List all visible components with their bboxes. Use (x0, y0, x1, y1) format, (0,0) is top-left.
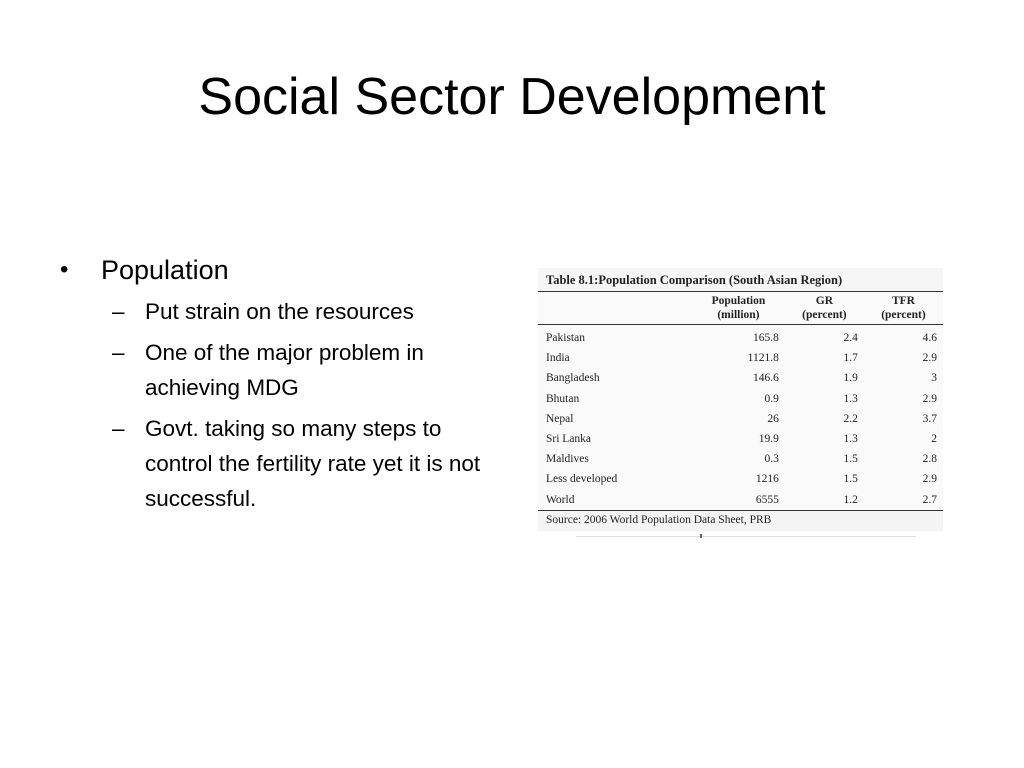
dash-mark: – (112, 299, 125, 324)
cell-gr: 1.5 (843, 453, 858, 466)
bullet-dot: • (60, 256, 69, 283)
cell-country: Pakistan (546, 332, 585, 345)
cell-country: Maldives (546, 453, 589, 466)
header-tfr-line2: (percent) (881, 309, 926, 321)
cell-population: 6555 (755, 493, 779, 506)
cell-population: 0.9 (764, 392, 779, 405)
dash-mark: – (112, 416, 125, 441)
table-row (538, 409, 943, 429)
table-underline-tick (700, 534, 702, 538)
cell-gr: 2.2 (843, 412, 858, 425)
table-row (538, 389, 943, 409)
dash-mark: – (112, 340, 125, 365)
population-table (538, 292, 943, 510)
bullet-population (60, 250, 500, 290)
cell-population: 0.3 (764, 453, 779, 466)
table-row (538, 429, 943, 449)
cell-gr: 1.5 (843, 473, 858, 486)
cell-tfr: 4.6 (922, 332, 937, 345)
sub-bullet-text: One of the major problem in achieving MDG (145, 340, 424, 400)
cell-population: 1216 (755, 473, 779, 486)
cell-country: Bhutan (546, 392, 580, 405)
cell-tfr: 2.9 (922, 392, 937, 405)
cell-tfr: 2 (931, 433, 937, 446)
cell-gr: 1.3 (843, 433, 858, 446)
cell-population: 1121.8 (747, 352, 779, 365)
sub-bullet-text: Govt. taking so many steps to control the fertility rate yet it is not successful. (145, 416, 481, 511)
cell-gr: 2.4 (843, 332, 858, 345)
cell-tfr: 3.7 (922, 412, 937, 425)
header-gr-line1: GR (815, 295, 834, 307)
bullet-list (60, 250, 500, 522)
cell-tfr: 2.9 (922, 352, 937, 365)
cell-population: 26 (767, 412, 779, 425)
cell-population: 146.6 (753, 372, 779, 385)
cell-population: 165.8 (753, 332, 779, 345)
cell-tfr: 2.7 (922, 493, 937, 506)
sub-bullet-item (60, 411, 500, 516)
sub-bullet-item (60, 335, 500, 405)
cell-gr: 1.3 (843, 392, 858, 405)
cell-country: Sri Lanka (546, 433, 592, 446)
table-row (538, 490, 943, 510)
header-gr (785, 292, 864, 325)
table-row (538, 449, 943, 469)
cell-population: 19.9 (758, 433, 779, 446)
cell-tfr: 2.9 (922, 473, 937, 486)
cell-gr: 1.2 (843, 493, 858, 506)
cell-country: Bangladesh (546, 372, 600, 385)
cell-country: India (546, 352, 570, 365)
table-source-note: Source: 2006 World Population Data Sheet, PRB (538, 510, 943, 531)
header-tfr-line1: TFR (891, 295, 915, 307)
header-population-line2: (million) (717, 309, 760, 321)
bullet-population-label: Population (101, 255, 229, 285)
cell-tfr: 3 (931, 372, 937, 385)
population-table-figure (538, 268, 943, 531)
header-population-line1: Population (711, 295, 766, 307)
cell-country: Nepal (546, 412, 574, 425)
table-row (538, 368, 943, 388)
header-gr-line2: (percent) (802, 309, 847, 321)
table-underline-divider (576, 536, 916, 537)
header-country (538, 292, 692, 325)
cell-country: World (546, 493, 575, 506)
slide-title: Social Sector Development (198, 68, 826, 126)
table-row (538, 348, 943, 368)
cell-gr: 1.7 (843, 352, 858, 365)
header-tfr (864, 292, 943, 325)
table-row (538, 469, 943, 489)
table-row (538, 325, 943, 349)
sub-bullet-list (60, 294, 500, 516)
header-population (692, 292, 785, 325)
sub-bullet-text: Put strain on the resources (145, 299, 414, 324)
cell-tfr: 2.8 (922, 453, 937, 466)
sub-bullet-item (60, 294, 500, 329)
cell-country: Less developed (546, 473, 618, 486)
table-caption: Table 8.1:Population Comparison (South Asian Region) (538, 268, 943, 292)
cell-gr: 1.9 (843, 372, 858, 385)
table-header-row (538, 292, 943, 325)
